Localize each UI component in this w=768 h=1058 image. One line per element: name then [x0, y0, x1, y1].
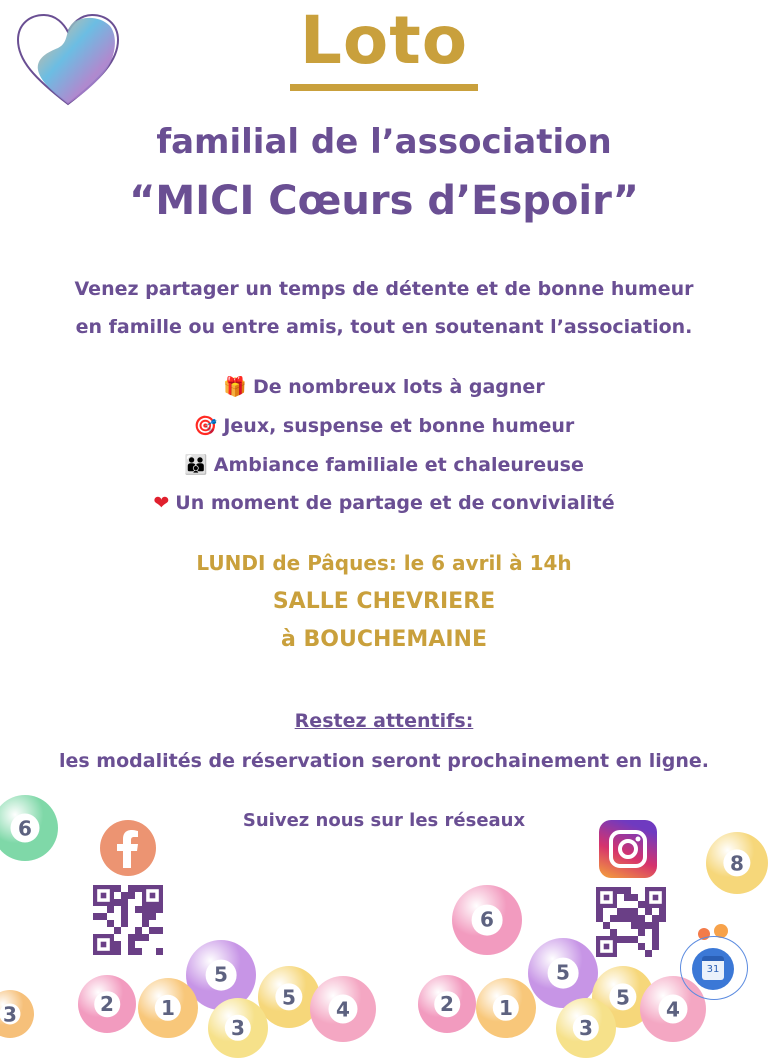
- lottery-ball: [556, 998, 616, 1058]
- ball-number: 1: [493, 995, 519, 1021]
- calendar-icon: 31: [702, 956, 724, 980]
- ball-number: 2: [94, 991, 120, 1017]
- follow-text: Suivez nous sur les réseaux: [242, 810, 526, 831]
- lottery-ball: [310, 976, 376, 1042]
- ball-number: 3: [0, 1003, 21, 1024]
- notice-text: les modalités de réservation seront prochainement en ligne.: [58, 750, 710, 772]
- family-icon: 👪: [184, 454, 208, 476]
- ball-number: 5: [275, 983, 302, 1010]
- ball-number: 4: [328, 994, 357, 1023]
- bullet-ambiance: [0, 453, 768, 476]
- bullet-text: Un moment de partage et de convivialité: [175, 492, 615, 514]
- bullet-text: De nombreux lots à gagner: [252, 376, 545, 398]
- ball-number: 4: [658, 994, 687, 1023]
- ball-number: 5: [609, 983, 636, 1010]
- ball-number: 8: [723, 849, 750, 876]
- facebook-qr-code[interactable]: [93, 885, 163, 955]
- bullet-text: Jeux, suspense et bonne humeur: [223, 415, 575, 437]
- calendar-badge[interactable]: [680, 928, 750, 1000]
- lottery-ball: [706, 832, 768, 894]
- lottery-ball: [208, 998, 268, 1058]
- bullet-prizes: [0, 375, 768, 398]
- gift-icon: 🎁: [223, 376, 247, 398]
- subtitle-line-1: familial de l’association: [156, 122, 612, 162]
- notice-heading: Restez attentifs:: [294, 710, 474, 732]
- bullet-sharing: [0, 492, 768, 514]
- lottery-ball: [138, 978, 198, 1038]
- target-icon: 🎯: [193, 415, 218, 437]
- ball-number: 6: [472, 905, 503, 936]
- event-date: LUNDI de Pâques: le 6 avril à 14h: [196, 551, 572, 575]
- instagram-qr-code[interactable]: [596, 887, 666, 957]
- ball-number: 6: [10, 813, 39, 842]
- poster-title: Loto: [299, 2, 469, 79]
- lottery-ball: [0, 990, 34, 1038]
- subtitle-line-2: “MICI Cœurs d’Espoir”: [129, 178, 639, 224]
- ball-number: 5: [206, 960, 237, 991]
- ball-number: 5: [548, 958, 579, 989]
- facebook-icon[interactable]: [100, 820, 156, 876]
- instagram-icon[interactable]: [599, 820, 657, 878]
- intro-line-2: en famille ou entre amis, tout en soutenant l’association.: [75, 316, 693, 338]
- intro-line-1: Venez partager un temps de détente et de bonne humeur: [74, 278, 694, 300]
- ball-number: 2: [434, 991, 460, 1017]
- lottery-ball: [78, 975, 136, 1033]
- ball-number: 3: [225, 1015, 251, 1041]
- bullet-text: Ambiance familiale et chaleureuse: [213, 454, 584, 476]
- title-underline: [290, 84, 478, 91]
- ball-number: 1: [155, 995, 181, 1021]
- lottery-ball: [476, 978, 536, 1038]
- lottery-ball: [452, 885, 522, 955]
- lottery-ball: [418, 975, 476, 1033]
- event-venue: SALLE CHEVRIERE: [272, 589, 496, 614]
- lottery-ball: [0, 795, 58, 861]
- bullet-games: [0, 414, 768, 437]
- event-city: à BOUCHEMAINE: [281, 627, 487, 652]
- heart-icon: ❤: [153, 492, 170, 514]
- ball-number: 3: [573, 1015, 599, 1041]
